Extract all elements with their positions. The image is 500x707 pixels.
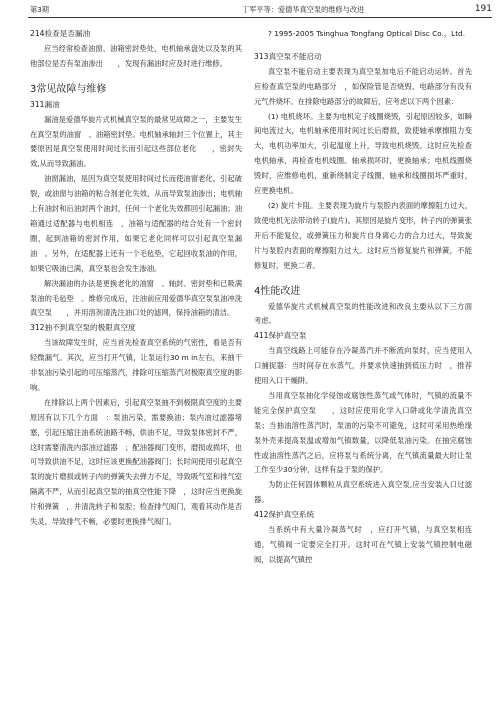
section-311-paragraph-2: 油窗漏油，是因为真空泵使用时间过长而使油窗老化，引起破裂，或油窗与油箱的粘合剂老化失效，从而导致泵油渗出；电机轴上有油封和后油封两个油封，任何一个老化失效都回引起漏油；油箱通过适配器与电机相连 ，油箱与适配器的结合处有一个密封圈，起到油箱的密封作用，如果它老化同样可以引起真空泵漏油 。另外，在适配器上还有一个毛毡垫，它起回收泵油的作用，如果它吸油已满，真空泵也会发生渗油。 bbox=[30, 174, 242, 273]
spacer bbox=[254, 42, 472, 50]
section-312-paragraph-2: 在排除以上两个因素后，引起真空泵抽不到极限真空度的主要原因有以下几个方面 ：泵油污染，需要换油；泵内油过滤器堵塞，引起压缩注油系统油路不畅，供油不足，导致泵体密封不严，这时需要清洗内部油过滤器 ；配油器阀门变形，磨损或损坏，也可导致供油不足，这时应该更换配油器阀门；长时间使用引起真空泵的旋片磨损或转子内的弹簧失去弹力不足，导致吸气室和排气室隔离不严，从而引起真空泵的抽真空性能下降 ，这时应当更换旋片和弹簧 ，并清洗转子和泵腔；检查排气阀门，观看其动作是否失灵，导致排气不畅，必要时更换排气阀门。 bbox=[30, 397, 242, 527]
section-313-item-2: (2) 旋片卡阻。主要表现为旋片与泵腔内表面的摩擦阻力过大，致使电机无法带动转子(旋片)。其原因是旋片变形，转子内的弹簧张开后不能复位，或弹簧压力和旋片自身离心力的合力过大，导致旋片与泵腔内表面的摩擦阻力过大。这时应当修复旋片和弹簧，不能修复时，更换二者。 bbox=[254, 200, 472, 270]
section-311-paragraph-1: 漏油是爱德华旋片式机械真空泵的最常见故障之一，主要发生在真空泵的油窗 、油箱密封垫、电机轴承轴封三个位置上，其主要原因是真空泵使用时间过长而引起这些部位老化 ，密封失效,从而导致漏油。 bbox=[30, 114, 242, 169]
section-411-paragraph-3: 为防止任何固体颗粒从真空系统进入真空泵,应当安装入口过滤器。 bbox=[254, 480, 472, 505]
section-411-heading: 411保护真空泵 bbox=[254, 331, 307, 341]
section-312-paragraph-1: 当该故障发生时，应当首先检查真空系统的气密性，看是否有轻微漏气。其次，应当打开气镇，让泵运行30 m in左右，来抽干非泵油污染引起的可压缩蒸汽，排除可压缩蒸汽对极限真空度的影响。 bbox=[30, 338, 242, 392]
section-313-heading: 313真空泵不能启动 bbox=[254, 51, 322, 61]
section-3-heading: 3常见故障与维修 bbox=[30, 83, 107, 95]
section-412-paragraph-1: 当系统中有大量冷凝蒸气时 ，应打开气镇，与真空泵相连通，气镇阀一定要完全打开。这时可在气镇上安装气镇控制电磁阀，以提高气镇控 bbox=[254, 525, 472, 564]
section-412-heading: 412保护真空系统 bbox=[254, 510, 315, 520]
page-header bbox=[0, 0, 500, 18]
running-title: 丁军平等：爱德华真空泵的维修与改进 bbox=[242, 5, 365, 14]
section-411-paragraph-1: 当真空线路上可能存在冷凝蒸汽并不断流向泵时，应当使用入口捕捉器：当时间存在水蒸气，并要求快速抽到低压力时 ，推荐使用入口干燥阱。 bbox=[254, 346, 472, 386]
left-column bbox=[30, 27, 242, 530]
section-214-body: 应当经常检查油窗、油箱密封垫处、电机轴承盘处以及泵的其他部位是否有泵油渗出 ，发现有漏油时应及时进行维修。 bbox=[30, 43, 242, 68]
issue-number: 第3期 bbox=[30, 5, 49, 14]
section-312-heading: 312抽不到真空泵的极限真空度 bbox=[30, 323, 136, 333]
section-313-paragraph-1: 真空泵不能启动主要表现为真空泵加电后不能启动运转。首先应检查真空泵的电路部分 ，如保险管是否烧毁、电路部分有没有元气件烧坏。在排除电路部分的故障后，应考虑以下两个因素： bbox=[254, 66, 472, 106]
right-column bbox=[254, 27, 472, 568]
section-4-body: 爱德华旋片式机械真空泵的性能改进和改良主要从以下三方面考虑。 bbox=[254, 301, 472, 326]
page-number: 191 bbox=[474, 4, 492, 14]
copyright-notice: ? 1995-2005 Tsinghua Tongfang Optical Disc Co.，Ltd. bbox=[268, 29, 466, 38]
section-313-item-1: (1) 电机烧坏。主要为电机定子线圈烧毁，引起原因较多，如瞬间电流过大，电机轴承使用时间过长后磨损，致使轴承摩擦阻力变大，电机功率加大，引起温度上升，导致电机烧毁。这时应先检查电机轴承，再检查电机线圈。轴承损坏时，更换轴承；电机线圈烧毁时，应维修电机，重新绕制定子线圈，轴承和线圈损坏严重时，应更换电机。 bbox=[254, 111, 472, 196]
section-411-paragraph-2: 当用真空泵抽化学侵蚀或腐蚀性蒸气或气体时，气镇的流量不能完全保护真空泵 ，这时应使用化学入口阱或化学清洗真空泵；当抽油溶性蒸汽时，泵油的污染不可避免，这时可采用热绝缘泵外壳来提高泵温或增加气镇数量，以降低泵油污染。在抽完腐蚀性或油溶性蒸汽之后，应将泵与系统分离，在气镇流量最大时让泵工作至少30分钟，这样有益于泵的保护。 bbox=[254, 390, 472, 475]
section-4-heading: 4性能改进 bbox=[254, 285, 301, 297]
header-rule bbox=[28, 17, 492, 18]
section-311-heading: 311漏油 bbox=[30, 99, 60, 109]
section-214-heading: 214检查是否漏油 bbox=[30, 29, 91, 38]
section-311-paragraph-3: 解决漏油的办法是更换老化的油窗 、轴封、密封垫和已吸满泵油的毛毡垫 。维修完成后，注油前应用爱德华真空泵泵油冲洗真空泵 ，并用溶剂清洗注油口处的滤网，保持油箱的清洁。 bbox=[30, 278, 242, 318]
